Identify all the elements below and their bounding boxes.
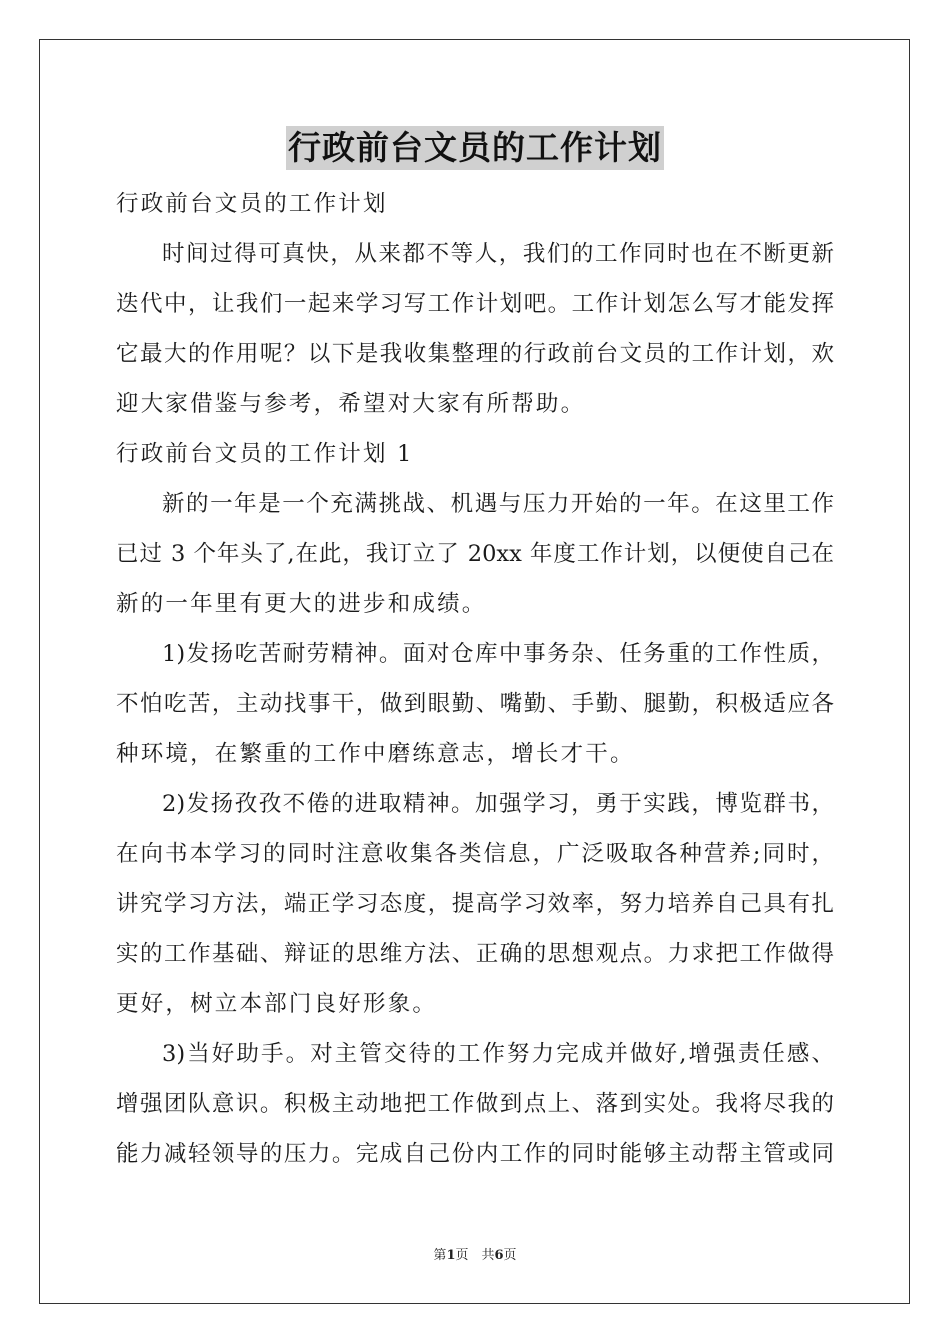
paragraph-line: 不怕吃苦，主动找事干，做到眼勤、嘴勤、手勤、腿勤，积极适应各 (116, 691, 834, 717)
paragraph-line: 1)发扬吃苦耐劳精神。面对仓库中事务杂、任务重的工作性质， (162, 641, 834, 667)
title-container (0, 126, 950, 170)
paragraph-line: 更好，树立本部门良好形象。 (116, 991, 438, 1017)
paragraph-line: 新的一年是一个充满挑战、机遇与压力开始的一年。在这里工作 (162, 491, 834, 517)
page-separator: 页 共 (455, 1248, 495, 1263)
page-footer (0, 1244, 950, 1263)
page-suffix: 页 (503, 1248, 517, 1263)
paragraph-line: 迎大家借鉴与参考，希望对大家有所帮助。 (116, 391, 586, 417)
document-title: 行政前台文员的工作计划 (286, 126, 664, 170)
paragraph-line: 能力减轻领导的压力。完成自己份内工作的同时能够主动帮主管或同 (116, 1141, 834, 1167)
paragraph-line: 新的一年里有更大的进步和成绩。 (116, 591, 487, 617)
page-prefix: 第 (433, 1248, 447, 1263)
paragraph-line: 增强团队意识。积极主动地把工作做到点上、落到实处。我将尽我的 (116, 1091, 834, 1117)
paragraph-line: 讲究学习方法，端正学习态度，提高学习效率，努力培养自己具有扎 (116, 891, 834, 917)
paragraph-line: 种环境，在繁重的工作中磨练意志，增长才干。 (116, 741, 635, 767)
paragraph-line: 时间过得可真快，从来都不等人，我们的工作同时也在不断更新 (162, 241, 834, 267)
paragraph-line: 它最大的作用呢？以下是我收集整理的行政前台文员的工作计划，欢 (116, 341, 834, 367)
total-pages-number: 6 (494, 1248, 504, 1263)
paragraph-line: 迭代中，让我们一起来学习写工作计划吧。工作计划怎么写才能发挥 (116, 291, 834, 317)
current-page-number: 1 (446, 1248, 456, 1263)
paragraph-line: 3)当好助手。对主管交待的工作努力完成并做好,增强责任感、 (162, 1041, 834, 1067)
paragraph-line: 已过 3 个年头了,在此，我订立了 20xx 年度工作计划，以便使自己在 (116, 541, 834, 567)
paragraph-line: 2)发扬孜孜不倦的进取精神。加强学习，勇于实践，博览群书， (162, 791, 834, 817)
paragraph-line: 在向书本学习的同时注意收集各类信息，广泛吸取各种营养;同时， (116, 841, 834, 867)
subtitle-line: 行政前台文员的工作计划 (116, 191, 388, 217)
paragraph-line: 实的工作基础、辩证的思维方法、正确的思想观点。力求把工作做得 (116, 941, 834, 967)
document-body (116, 179, 834, 1179)
section-heading: 行政前台文员的工作计划 1 (116, 441, 414, 467)
